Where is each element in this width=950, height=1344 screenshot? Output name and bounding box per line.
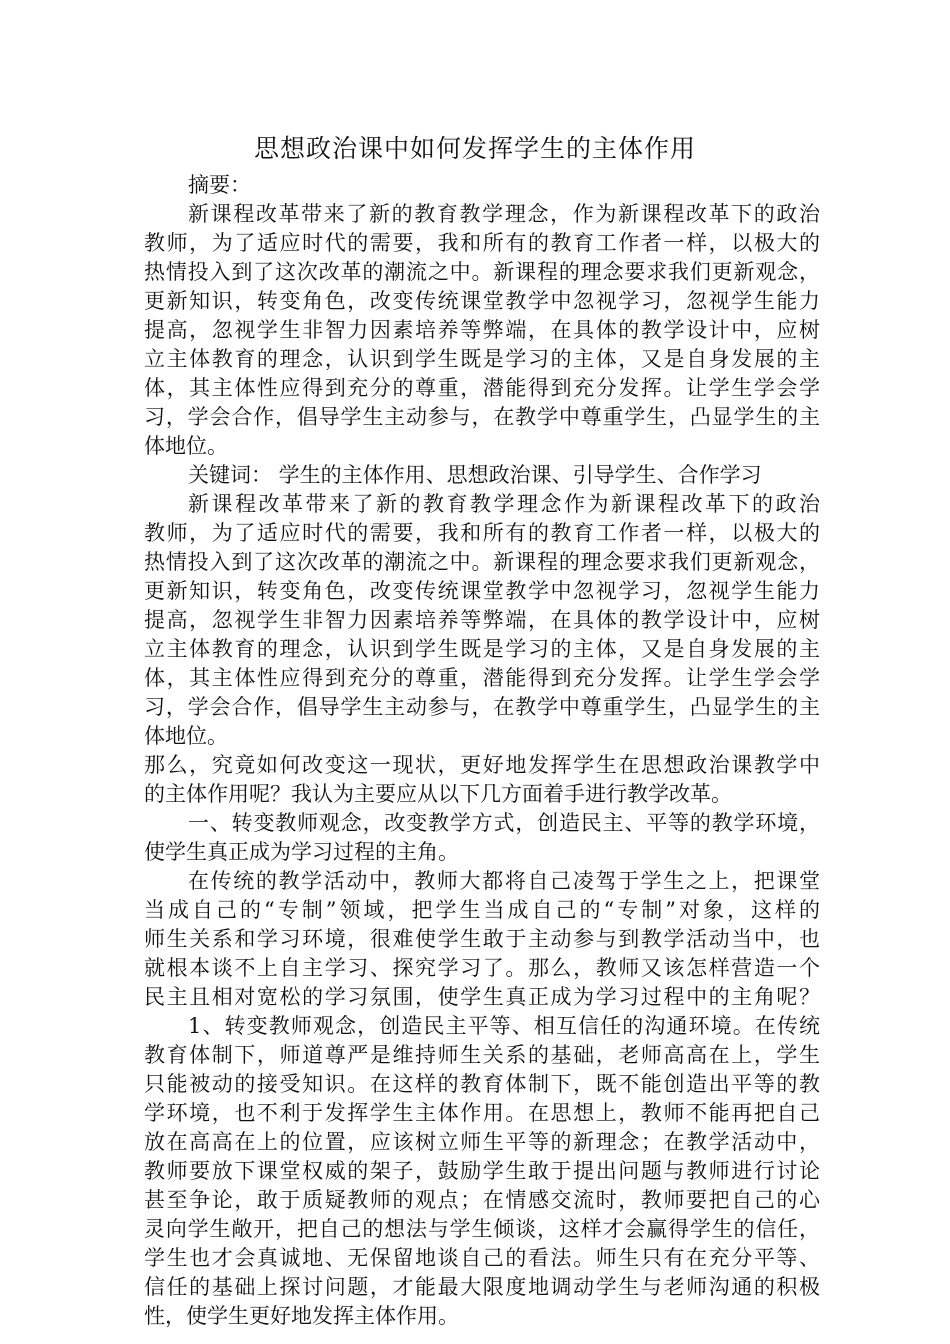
abstract-heading: 摘要： [188,173,251,197]
body-line: 教师，为了适应时代的需要，我和所有的教育工作者一样，以极大的 [144,521,820,545]
document-title: 思想政治课中如何发挥学生的主体作用 [253,134,696,163]
abstract-line: 体地位。 [144,434,228,458]
abstract-line: 习，学会合作，倡导学生主动参与，在教学中尊重学生，凸显学生的主 [144,405,820,429]
abstract-line: 教师，为了适应时代的需要，我和所有的教育工作者一样，以极大的 [144,231,820,255]
body-line: 在传统的教学活动中，教师大都将自己凌驾于学生之上，把课堂 [188,869,820,893]
abstract-line: 新课程改革带来了新的教育教学理念，作为新课程改革下的政治 [188,202,820,226]
body-line: 那么，究竟如何改变这一现状，更好地发挥学生在思想政治课教学中 [144,753,820,777]
abstract-line: 体，其主体性应得到充分的尊重，潜能得到充分发挥。让学生学会学 [144,376,820,400]
body-line: 新课程改革带来了新的教育教学理念作为新课程改革下的政治 [188,492,820,516]
body-line: 性，使学生更好地发挥主体作用。 [144,1304,459,1328]
body-line: 1、转变教师观念，创造民主平等、相互信任的沟通环境。在传统 [188,1014,820,1038]
abstract-line: 提高，忽视学生非智力因素培养等弊端，在具体的教学设计中，应树 [144,318,820,342]
body-line: 信任的基础上探讨问题，才能最大限度地调动学生与老师沟通的积极 [144,1275,820,1299]
body-line: 放在高高在上的位置，应该树立师生平等的新理念；在教学活动中， [144,1130,820,1154]
body-line: 只能被动的接受知识。在这样的教育体制下，既不能创造出平等的教 [144,1072,820,1096]
body-line: 灵向学生敞开，把自己的想法与学生倾谈，这样才会赢得学生的信任， [144,1217,820,1241]
body-line: 习，学会合作，倡导学生主动参与，在教学中尊重学生，凸显学生的主 [144,695,820,719]
body-line: 学生也才会真诚地、无保留地谈自己的看法。师生只有在充分平等、 [144,1246,820,1270]
body-line: 提高，忽视学生非智力因素培养等弊端，在具体的教学设计中，应树 [144,608,820,632]
body-line: 热情投入到了这次改革的潮流之中。新课程的理念要求我们更新观念， [144,550,820,574]
body-line: 学环境，也不利于发挥学生主体作用。在思想上，教师不能再把自己 [144,1101,820,1125]
body-line: 的主体作用呢？我认为主要应从以下几方面着手进行教学改革。 [144,782,732,806]
abstract-line: 立主体教育的理念，认识到学生既是学习的主体，又是自身发展的主 [144,347,820,371]
body-line: 教育体制下，师道尊严是维持师生关系的基础，老师高高在上，学生 [144,1043,820,1067]
abstract-line: 更新知识，转变角色，改变传统课堂教学中忽视学习，忽视学生能力 [144,289,820,313]
body-line: 当成自己的“专制”领域，把学生当成自己的“专制”对象，这样的 [144,898,820,922]
body-line: 甚至争论，敢于质疑教师的观点；在情感交流时，教师要把自己的心 [144,1188,820,1212]
section-heading: 使学生真正成为学习过程的主角。 [144,840,459,864]
section-heading: 一、转变教师观念，改变教学方式，创造民主、平等的教学环境， [188,811,820,835]
body-line: 教师要放下课堂权威的架子，鼓励学生敢于提出问题与教师进行讨论 [144,1159,820,1183]
body-line: 更新知识，转变角色，改变传统课堂教学中忽视学习，忽视学生能力 [144,579,820,603]
abstract-line: 热情投入到了这次改革的潮流之中。新课程的理念要求我们更新观念， [144,260,820,284]
body-line: 师生关系和学习环境，很难使学生敢于主动参与到教学活动当中，也 [144,927,820,951]
body-line: 民主且相对宽松的学习氛围，使学生真正成为学习过程中的主角呢？ [144,985,820,1009]
body-line: 就根本谈不上自主学习、探究学习了。那么，教师又该怎样营造一个 [144,956,820,980]
body-line: 体，其主体性应得到充分的尊重，潜能得到充分发挥。让学生学会学 [144,666,820,690]
keywords-line: 关键词： 学生的主体作用、思想政治课、引导学生、合作学习 [188,463,762,487]
body-line: 体地位。 [144,724,228,748]
body-line: 立主体教育的理念，认识到学生既是学习的主体，又是自身发展的主 [144,637,820,661]
